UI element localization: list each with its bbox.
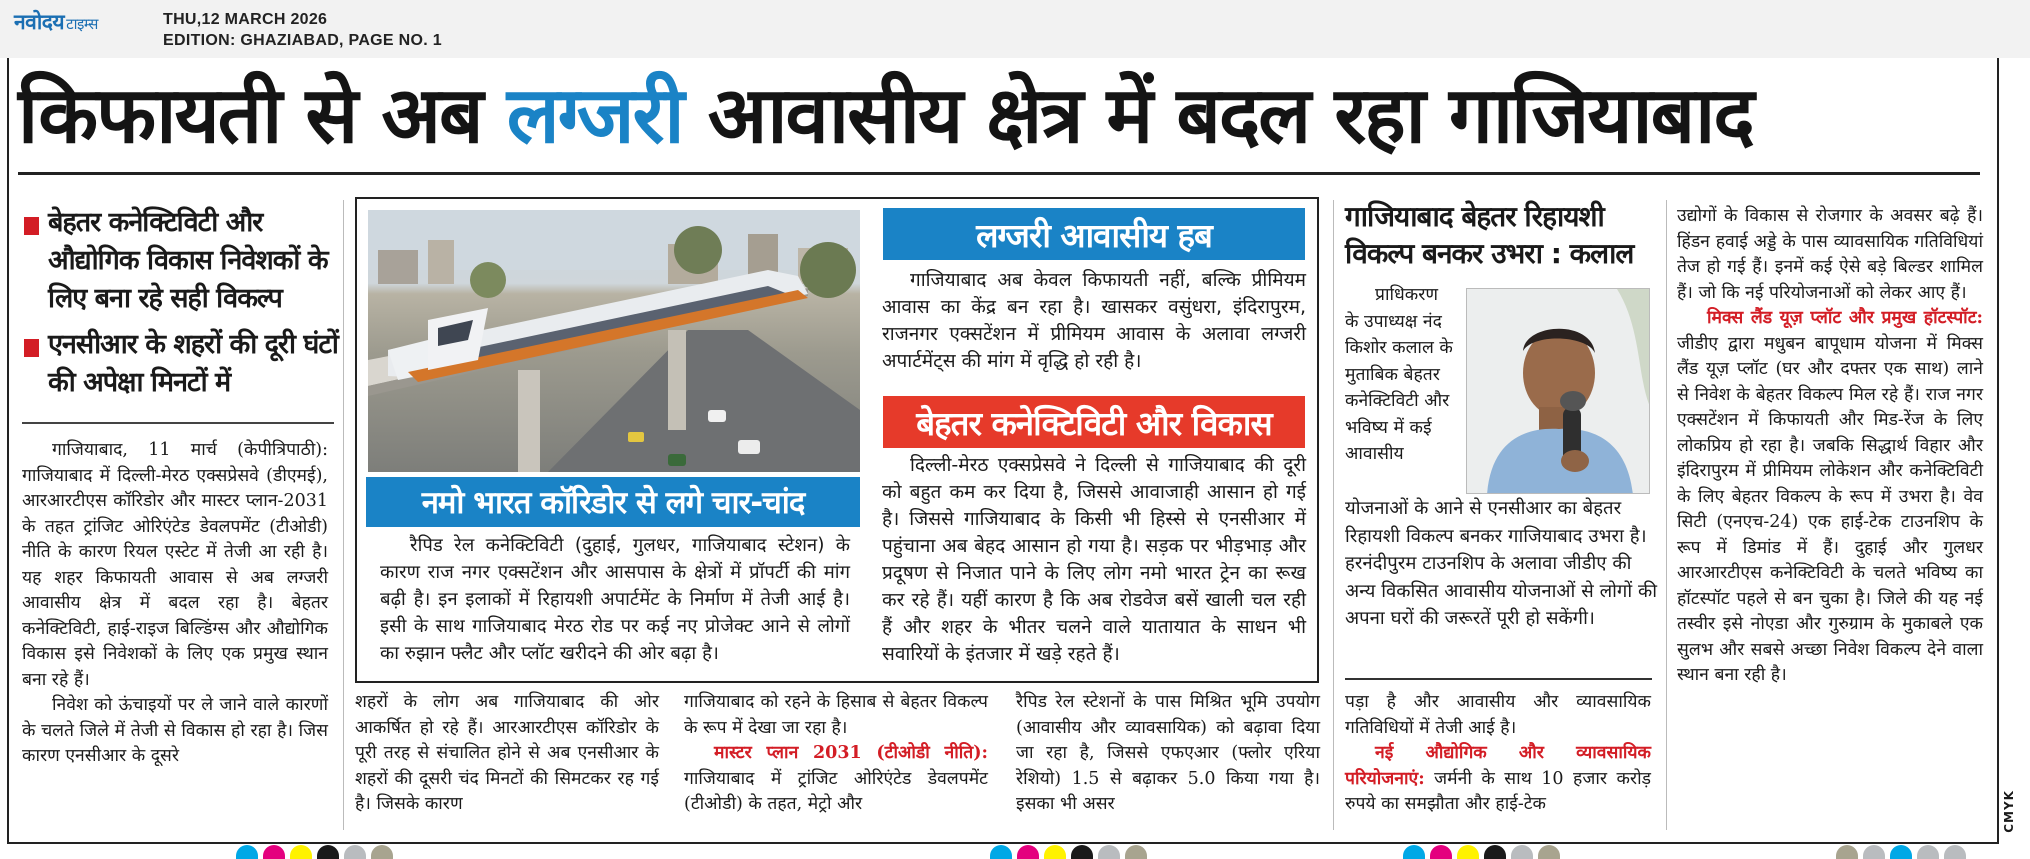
reg-dot <box>1538 845 1560 859</box>
reg-dot <box>371 845 393 859</box>
column-divider <box>1666 200 1667 830</box>
col3-para-2 <box>684 741 988 818</box>
namo-subhead: नमो भारत कॉरिडोर से लगे चार-चांद <box>366 477 860 527</box>
connectivity-text-block <box>882 452 1306 668</box>
masterplan-text: गाजियाबाद में ट्रांजिट ओरिएंटेड डेवलपमेंट (टीओडी) के तहत, मेट्रो और <box>684 768 988 814</box>
column-divider <box>1333 200 1334 830</box>
interview-intro: प्राधिकरण के उपाध्यक्ष नंद किशोर कलाल के मुताबिक बेहतर कनेक्टिविटी और भविष्य में कई आवासीय <box>1345 285 1453 464</box>
industrial-text: जर्मनी के साथ 10 हजार करोड़ रुपये का समझौता और हाई-टेक <box>1345 768 1651 814</box>
interview-rule <box>1345 678 1652 680</box>
headline-part2: आवासीय क्षेत्र में बदल रहा गाजियाबाद <box>682 71 1753 161</box>
reg-dot <box>1125 845 1147 859</box>
headline-part1: किफायती से अब <box>18 71 507 161</box>
masthead-strip <box>0 0 2030 58</box>
column-2-bottom <box>355 690 659 818</box>
luxury-text-block <box>882 267 1306 375</box>
reg-dot <box>1917 845 1939 859</box>
reg-dot <box>1098 845 1120 859</box>
col3-para-1: गाजियाबाद को रहने के हिसाब से बेहतर विकल्प के रूप में देखा जा रहा है। <box>684 692 988 738</box>
reg-dot <box>1044 845 1066 859</box>
logo-subtext: टाइम्स <box>66 15 98 33</box>
reg-dot <box>1071 845 1093 859</box>
col6-para-2 <box>1677 306 1983 689</box>
bullets-rule <box>22 422 334 424</box>
edition-meta <box>163 9 442 51</box>
col1-para-1: गाजियाबाद, 11 मार्च (केपीत्रिपाठी): गाजियाबाद में दिल्ली-मेरठ एक्सप्रेसवे (डीएमई), आरआरटीएस कॉरिडोर और मास्टर प्लान-2031 के तहत ट्रांजिट ओरिएंटेड डेवलपमेंट (टीओडी) नीति के कारण रियल एस्टेट में तेजी आ रही है। यह शहर किफायती आवास से अब लग्जरी आवासीय क्षेत्र में बदल रहा है। बेहतर कनेक्टिविटी, हाई-राइज बिल्डिंग्स और औद्योगिक विकास इसे निवेशकों के लिए एक प्रमुख स्थान बना रहे हैं। <box>22 440 328 690</box>
connectivity-subhead: बेहतर कनेक्टिविटी और विकास <box>883 396 1305 448</box>
masterplan-lead: मास्टर प्लान 2031 (टीओडी नीति): <box>714 743 988 763</box>
edition-info: EDITION: GHAZIABAD, PAGE NO. 1 <box>163 32 442 49</box>
color-registration-marks <box>236 845 393 859</box>
color-registration-marks <box>1836 845 1966 859</box>
reg-dot <box>1944 845 1966 859</box>
reg-dot <box>1017 845 1039 859</box>
reg-dot <box>290 845 312 859</box>
reg-dot <box>317 845 339 859</box>
logo <box>14 8 98 36</box>
namo-text: रैपिड रेल कनेक्टिविटी (दुहाई, गुलधर, गाजियाबाद स्टेशन) के कारण राज नगर एक्सटेंशन और आसपास के क्षेत्रों में प्रॉपर्टी की मांग बढ़ी है। इन इलाकों में रिहायशी अपार्टमेंट के निर्माण में तेजी आई है। इसी के साथ गाजियाबाद मेरठ रोड पर कई नए प्रोजेक्ट आने से लोगों का रुझान फ्लैट और प्लॉट खरीदने की ओर बढ़ा है। <box>380 535 850 664</box>
color-registration-marks <box>1403 845 1560 859</box>
interview-title: गाजियाबाद बेहतर रिहायशी विकल्प बनकर उभरा : कलाल <box>1345 200 1634 270</box>
page-headline <box>18 66 1998 166</box>
col5-para-2 <box>1345 741 1651 818</box>
column-5-bottom <box>1345 690 1651 818</box>
issue-date: THU,12 MARCH 2026 <box>163 11 328 28</box>
reg-dot <box>990 845 1012 859</box>
col2-text: शहरों के लोग अब गाजियाबाद की ओर आकर्षित हो रहे हैं। आरआरटीएस कॉरिडोर के पूरी तरह से संचालित होने से अब एनसीआर के शहरों की दूसरी चंद मिनटों की सिमटकर रह गई है। जिसके कारण <box>355 692 659 814</box>
luxury-subhead: लग्जरी आवासीय हब <box>883 208 1305 260</box>
col1-para-2: निवेश को ऊंचाइयों पर ले जाने वाले कारणों के चलते जिले में तेजी से विकास हो रहा है। जिस कारण एनसीआर के दूसरे <box>22 695 328 766</box>
mixed-land-text: जीडीए द्वारा मधुबन बापूधाम योजना में मिक्स लैंड यूज़ प्लॉट (घर और दफ्तर एक साथ) लाने से निवेश के बेहतर विकल्प मिल रहे हैं। राज नगर एक्सटेंशन में किफायती और मिड-रेंज के लिए लोकप्रिय हो रहा है। जबकि सिद्धार्थ विहार और इंदिरापुरम में प्रीमियम लोकेशन और कनेक्टिविटी के लिए बेहतर विकल्प के रूप में उभरा है। वेव सिटी (एनएच-24) एक हाई-टेक टाउनशिप के रूप में डिमांड में हैं। दुहाई और गुलधर आरआरटीएस कनेक्टिविटी के चलते भविष्य का हॉटस्पॉट पहले से बन चुका है। जिले की यह नई तस्वीर इसे नोएडा और गुरुग्राम के मुकाबले एक सुलभ और सबसे अच्छा निवेश विकल्प देने वाला स्थान बना रही है। <box>1677 333 1983 685</box>
namo-text-block <box>380 532 850 667</box>
reg-dot <box>1863 845 1885 859</box>
interview-continued: योजनाओं के आने से एनसीआर का बेहतर रिहायशी विकल्प बनकर गाजियाबाद उभरा है। हरनंदीपुरम टाउनशिप के अलावा जीडीए की अन्य विकसित आवासीय योजनाओं से लोगों की अपना घरों की जरूरतें पूरी हो सकेंगी। <box>1345 498 1658 629</box>
reg-dot <box>1430 845 1452 859</box>
column-4-bottom <box>1016 690 1320 818</box>
column-3-bottom <box>684 690 988 818</box>
interview-continued-block <box>1345 495 1657 633</box>
reg-dot <box>1484 845 1506 859</box>
connectivity-text: दिल्ली-मेरठ एक्सप्रेसवे ने दिल्ली से गाजियाबाद की दूरी को बहुत कम कर दिया है, जिससे आवाजाही आसान हो गई है। जिससे गाजियाबाद के किसी भी हिस्से से एनसीआर में पहुंचाना अब बेहद आसान हो गया है। सड़क पर भीड़भाड़ और प्रदूषण से निजात पाने के लिए लोग नमो भारत ट्रेन का रूख कर रहे हैं। यहीं कारण है कि अब रोडवेज बसें खाली चल रही हैं और शहर के भीतर चलने वाले यातायात के साधन भी सवारियों के इंतजार में खड़े रहते हैं। <box>882 454 1306 665</box>
interview-intro-block <box>1345 282 1457 468</box>
train-illustration <box>368 210 860 472</box>
reg-dot <box>344 845 366 859</box>
reg-dot <box>263 845 285 859</box>
headline-rule <box>18 172 1980 175</box>
col4-text: रैपिड रेल स्टेशनों के पास मिश्रित भूमि उपयोग (आवासीय और व्यावसायिक) को बढ़ावा दिया जा रहा है, जिससे एफएआर (फ्लोर एरिया रेशियो) 1.5 से बढ़ाकर 5.0 किया गया है। इसका भी असर <box>1016 692 1320 814</box>
bullet-item: बेहतर कनेक्टिविटी और औद्योगिक विकास निवेशकों के लिए बना रहे सही विकल्प <box>22 204 340 318</box>
official-portrait <box>1466 288 1650 494</box>
reg-dot <box>1511 845 1533 859</box>
mixed-land-lead: मिक्स लैंड यूज़ प्लॉट और प्रमुख हॉटस्पॉट: <box>1707 308 1983 328</box>
logo-text: नवोदय <box>14 10 65 34</box>
col6-para-1: उद्योगों के विकास से रोजगार के अवसर बढ़े हैं। हिंडन हवाई अड्डे के पास व्यावसायिक गतिविधियां तेज हो गई हैं। इनमें कई ऐसे बड़े बिल्डर शामिल हैं। जो कि नई परियोजनाओं को लेकर आए हैं। <box>1677 206 1983 303</box>
bullet-item: एनसीआर के शहरों की दूरी घंटों की अपेक्षा मिनटों में <box>22 326 340 402</box>
reg-dot <box>1457 845 1479 859</box>
reg-dot <box>1836 845 1858 859</box>
reg-dot <box>1890 845 1912 859</box>
column-6 <box>1677 204 1983 689</box>
luxury-text: गाजियाबाद अब केवल किफायती नहीं, बल्कि प्रीमियम आवास का केंद्र बन रहा है। खासकर वसुंधरा, इंदिरापुरम, राजनगर एक्सटेंशन में प्रीमियम आवास के अलावा लग्जरी अपार्टमेंट्स की मांग में वृद्धि हो रही है। <box>882 269 1306 372</box>
person-illustration <box>1467 289 1650 494</box>
color-registration-marks <box>990 845 1147 859</box>
column-1 <box>22 438 328 770</box>
col5-para-1: पड़ा है और आवासीय और व्यावसायिक गतिविधियों में तेजी आई है। <box>1345 692 1651 738</box>
industrial-lead: नई औद्योगिक और व्यावसायिक परियोजनाएं: <box>1345 743 1651 789</box>
column-divider <box>343 200 344 830</box>
reg-dot <box>1403 845 1425 859</box>
headline-accent: लग्जरी <box>506 71 683 161</box>
highlight-bullets <box>22 204 340 410</box>
cmyk-mark: CMYK <box>2002 790 2016 833</box>
train-photo <box>368 210 860 472</box>
reg-dot <box>236 845 258 859</box>
